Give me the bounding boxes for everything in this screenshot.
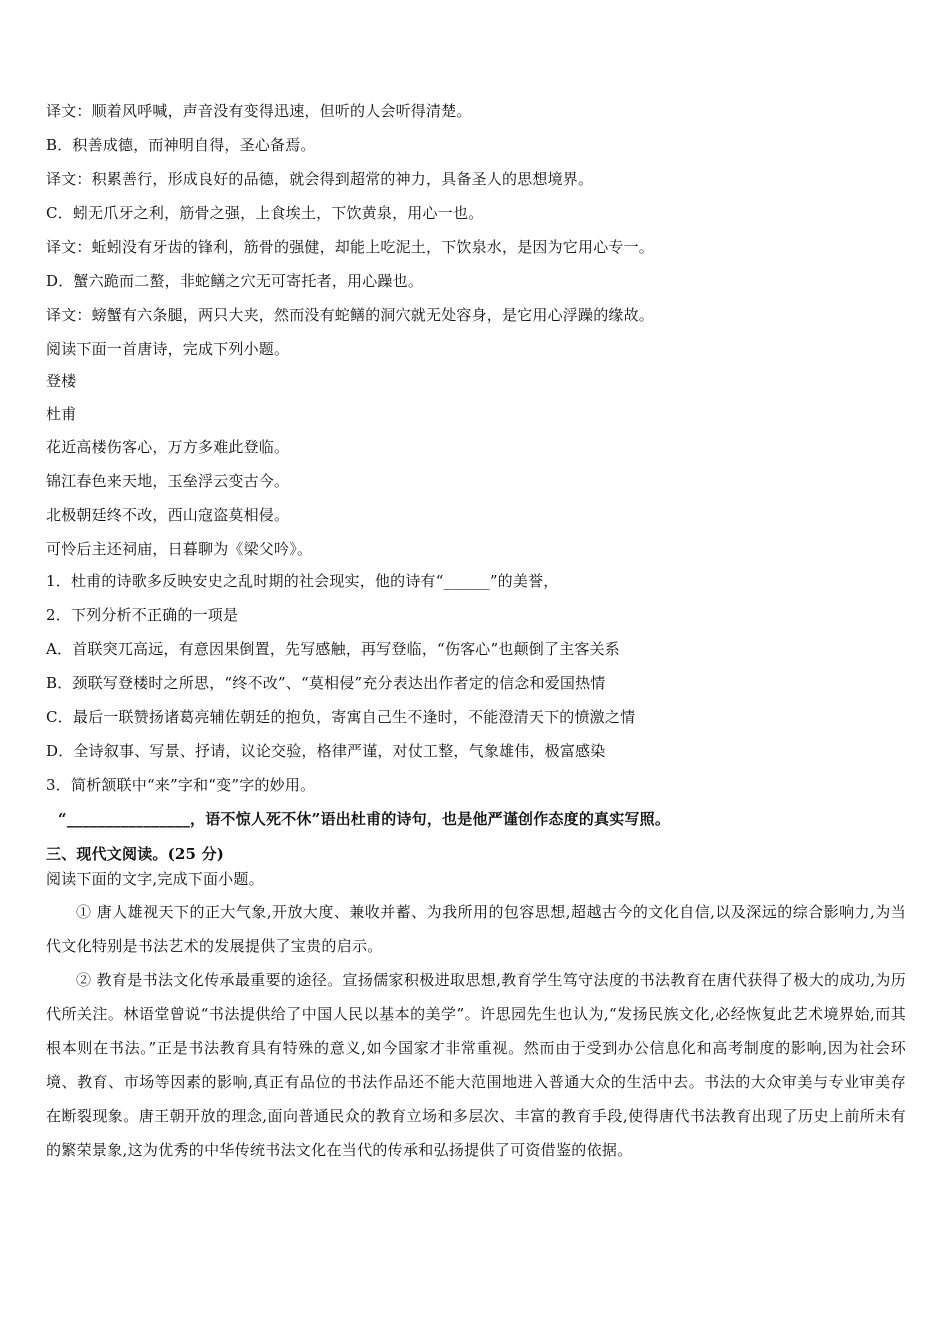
poem-line-3: 北极朝廷终不改，西山寇盗莫相侵。 [46,506,290,524]
poem-author: 杜甫 [46,405,77,423]
option-b-line: B．积善成德，而神明自得，圣心备焉。 [46,136,316,154]
translation-line-c: 译文：蚯蚓没有牙齿的锋利，筋骨的强健，却能上吃泥土，下饮泉水，是因为它用心专一。 [46,238,655,256]
poem-instruction: 阅读下面一首唐诗，完成下列小题。 [46,340,290,358]
fill-blank-quote: “________________，语不惊人死不休”语出杜甫的诗句，也是他严谨创作态度的真实写照。 [58,810,671,828]
question-2-option-d: D．全诗叙事、写景、抒请，议论交验，格律严谨，对仗工整，气象雄伟，极富感染 [46,742,606,760]
option-c-line: C．蚓无爪牙之利，筋骨之强，上食埃土，下饮黄泉，用心一也。 [46,204,484,222]
paragraph-2: ② 教育是书法文化传承最重要的途径。宣扬儒家积极进取思想,教育学生笃守法度的书法教育在唐代获得了极大的成功,为历代所关注。林语堂曾说“书法提供给了中国人民以基本的美学”。许思园先生也认为,“发扬民族文化,必经恢复此艺术境界始,而其根本则在书法。”正是书法教育具有特殊的意义,如今国家才非常重视。然而由于受到办公信息化和高考制度的影响,因为社会环境、教育、市场等因素的影响,真正有品位的书法作品还不能大范围地进入普通大众的生活中去。书法的大众审美与专业审美存在断裂现象。唐王朝开放的理念,面向普通民众的教育立场和多层次、丰富的教育手段,使得唐代书法教育出现了历史上前所未有的繁荣景象,这为优秀的中华传统书法文化在当代的传承和弘扬提供了可资借鉴的依据。 [46,971,906,1159]
poem-line-1: 花近高楼伤客心，万方多难此登临。 [46,438,290,456]
question-1: 1．杜甫的诗歌多反映安史之乱时期的社会现实，他的诗有“______”的美誉， [46,572,559,590]
section-instruction: 阅读下面的文字,完成下面小题。 [46,870,264,888]
question-2: 2．下列分析不正确的一项是 [46,606,239,624]
question-2-option-b: B．颈联写登楼时之所思，“终不改”、“莫相侵”充分表达出作者定的信念和爱国热情 [46,674,606,692]
poem-line-2: 锦江春色来天地，玉垒浮云变古今。 [46,472,290,490]
question-2-option-c: C．最后一联赞扬诸葛亮辅佐朝廷的抱负，寄寓自己生不逢时，不能澄清天下的愤激之情 [46,708,636,726]
poem-line-4: 可怜后主还祠庙，日暮聊为《梁父吟》。 [46,540,313,558]
translation-line-d: 译文：螃蟹有六条腿，两只大夹，然而没有蛇鳝的洞穴就无处容身，是它用心浮躁的缘故。 [46,306,655,324]
question-3: 3．简析颔联中“来”字和“变”字的妙用。 [46,776,316,794]
translation-line-a: 译文：顺着风呼喊，声音没有变得迅速，但听的人会听得清楚。 [46,102,472,120]
translation-line-b: 译文：积累善行，形成良好的品德，就会得到超常的神力，具备圣人的思想境界。 [46,170,594,188]
option-d-line: D．蟹六跪而二螯，非蛇鳝之穴无可寄托者，用心躁也。 [46,272,424,290]
section-heading: 三、现代文阅读。(25 分) [46,845,225,863]
question-2-option-a: A．首联突兀高远，有意因果倒置，先写感触，再写登临，“伤客心”也颠倒了主客关系 [46,640,620,658]
paragraph-1: ① 唐人雄视天下的正大气象,开放大度、兼收并蓄、为我所用的包容思想,超越古今的文化自信,以及深远的综合影响力,为当代文化特别是书法艺术的发展提供了宝贵的启示。 [46,903,906,955]
poem-title: 登楼 [46,372,77,390]
